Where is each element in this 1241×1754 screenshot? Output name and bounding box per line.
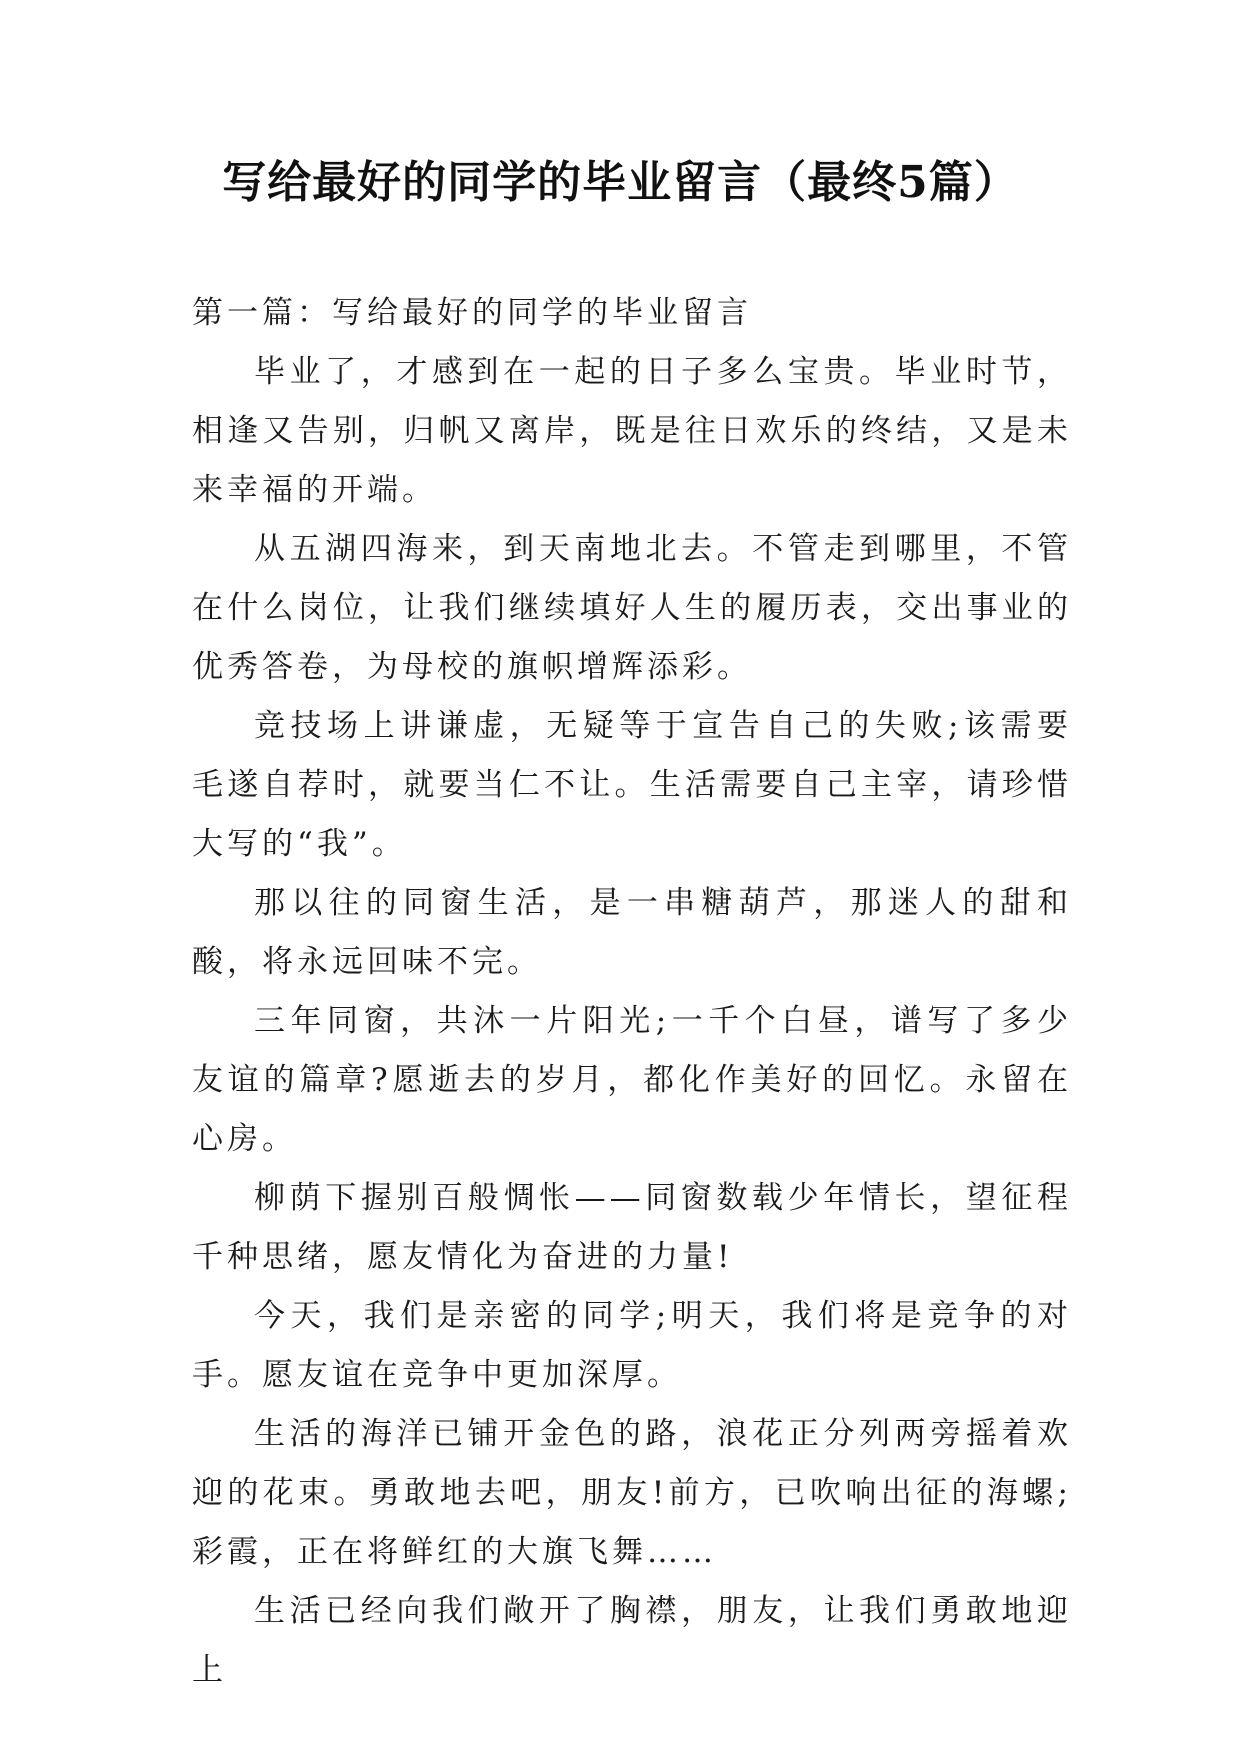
document-body — [192, 284, 1072, 1700]
paragraph: 三年同窗，共沐一片阳光;一千个白昼，谱写了多少友谊的篇章?愿逝去的岁月，都化作美好的回忆。永留在心房。 — [192, 1003, 1072, 1157]
document-title: 写给最好的同学的毕业留言（最终5篇） — [222, 157, 1019, 208]
paragraph: 柳荫下握别百般惆怅——同窗数载少年情长，望征程千种思绪，愿友情化为奋进的力量! — [192, 1180, 1072, 1275]
paragraph: 竞技场上讲谦虚，无疑等于宣告自己的失败;该需要毛遂自荐时，就要当仁不让。生活需要自己主宰，请珍惜大写的“我”。 — [192, 708, 1072, 862]
paragraph: 毕业了，才感到在一起的日子多么宝贵。毕业时节，相逢又告别，归帆又离岸，既是往日欢乐的终结，又是未来幸福的开端。 — [192, 354, 1072, 508]
paragraph: 生活已经向我们敞开了胸襟，朋友，让我们勇敢地迎上 — [192, 1593, 1072, 1688]
paragraph: 那以往的同窗生活，是一串糖葫芦，那迷人的甜和酸，将永远回味不完。 — [192, 885, 1072, 980]
paragraph: 今天，我们是亲密的同学;明天，我们将是竞争的对手。愿友谊在竞争中更加深厚。 — [192, 1298, 1072, 1393]
section-heading: 第一篇：写给最好的同学的毕业留言 — [192, 295, 752, 331]
paragraph: 生活的海洋已铺开金色的路，浪花正分列两旁摇着欢迎的花束。勇敢地去吧，朋友!前方，已吹响出征的海螺;彩霞，正在将鲜红的大旗飞舞…… — [192, 1416, 1072, 1570]
paragraph: 从五湖四海来，到天南地北去。不管走到哪里，不管在什么岗位，让我们继续填好人生的履历表，交出事业的优秀答卷，为母校的旗帜增辉添彩。 — [192, 531, 1072, 685]
